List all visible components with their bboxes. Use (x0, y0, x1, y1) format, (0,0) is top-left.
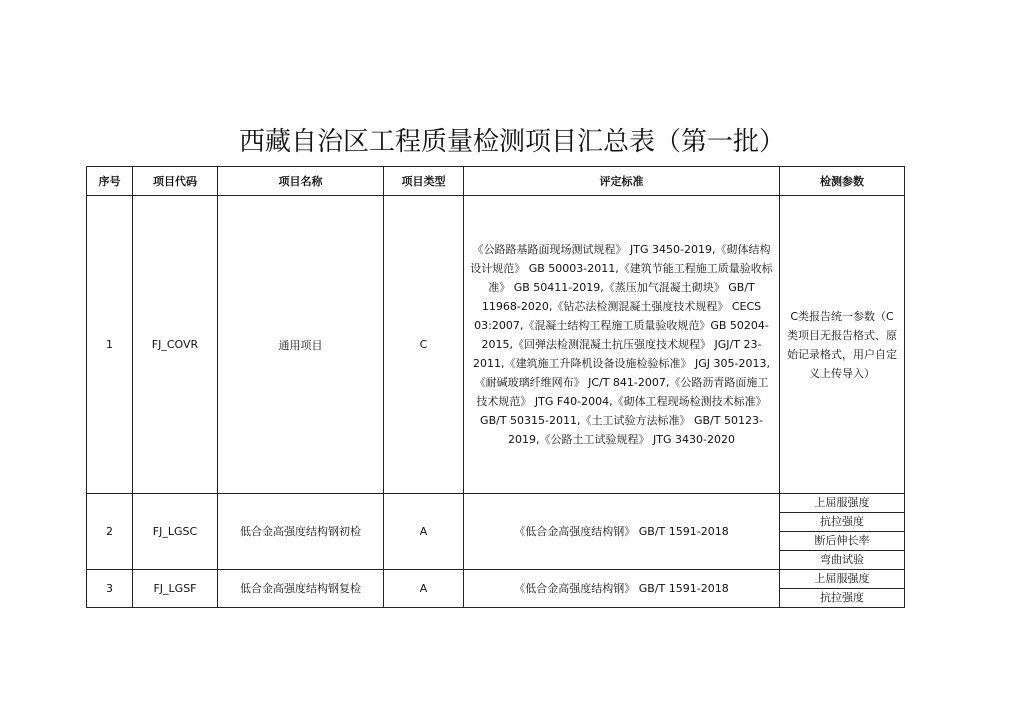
header-name: 项目名称 (218, 167, 384, 196)
cell-type: A (384, 570, 464, 608)
table-row (87, 494, 905, 513)
cell-param: 断后伸长率 (780, 532, 905, 551)
cell-code: FJ_LGSF (133, 570, 218, 608)
cell-seq: 1 (87, 196, 133, 494)
cell-name: 低合金高强度结构钢初检 (218, 494, 384, 570)
table-row (87, 570, 905, 589)
header-standard: 评定标准 (464, 167, 780, 196)
header-code: 项目代码 (133, 167, 218, 196)
cell-code: FJ_LGSC (133, 494, 218, 570)
table-header-row (87, 167, 905, 196)
cell-param: 弯曲试验 (780, 551, 905, 570)
cell-seq: 2 (87, 494, 133, 570)
cell-standard: 《公路路基路面现场测试规程》 JTG 3450-2019,《砌体结构设计规范》 GB 50003-2011,《建筑节能工程施工质量验收标准》 GB 50411-2019,《蒸压加气混凝土砌块》 GB/T 11968-2020,《钻芯法检测混凝土强度技术规程》 CECS 03:2007,《混凝土结构工程施工质量验收规范》GB 50204-2015,《回弹法检测混凝土抗压强度技术规程》 JGJ/T 23-2011,《建筑施工升降机设备设施检验标准》 JGJ 305-2013,《耐碱玻璃纤维网布》 JC/T 841-2007,《公路沥青路面施工技术规范》 JTG F40-2004,《砌体工程现场检测技术标准》 GB/T 50315-2011,《土工试验方法标准》 GB/T 50123-2019,《公路土工试验规程》 JTG 3430-2020 (470, 243, 773, 446)
inspection-items-table (86, 166, 905, 608)
cell-params-container (780, 196, 905, 494)
cell-param: 上屈服强度 (780, 494, 905, 513)
cell-code: FJ_COVR (133, 196, 218, 494)
cell-param: 抗拉强度 (780, 589, 905, 608)
cell-type: C (384, 196, 464, 494)
table-row (87, 196, 905, 494)
header-params: 检测参数 (780, 167, 905, 196)
header-seq: 序号 (87, 167, 133, 196)
cell-name: 低合金高强度结构钢复检 (218, 570, 384, 608)
cell-param: C类报告统一参数（C类项目无报告格式、原始记录格式，用户自定义上传导入） (787, 309, 897, 380)
cell-standard-container (464, 196, 780, 494)
cell-type: A (384, 494, 464, 570)
cell-seq: 3 (87, 570, 133, 608)
document-title: 西藏自治区工程质量检测项目汇总表（第一批） (238, 127, 785, 157)
cell-param: 上屈服强度 (780, 570, 905, 589)
cell-param: 抗拉强度 (780, 513, 905, 532)
header-type: 项目类型 (384, 167, 464, 196)
cell-standard: 《低合金高强度结构钢》 GB/T 1591-2018 (464, 494, 780, 570)
cell-name: 通用项目 (218, 196, 384, 494)
cell-standard: 《低合金高强度结构钢》 GB/T 1591-2018 (464, 570, 780, 608)
